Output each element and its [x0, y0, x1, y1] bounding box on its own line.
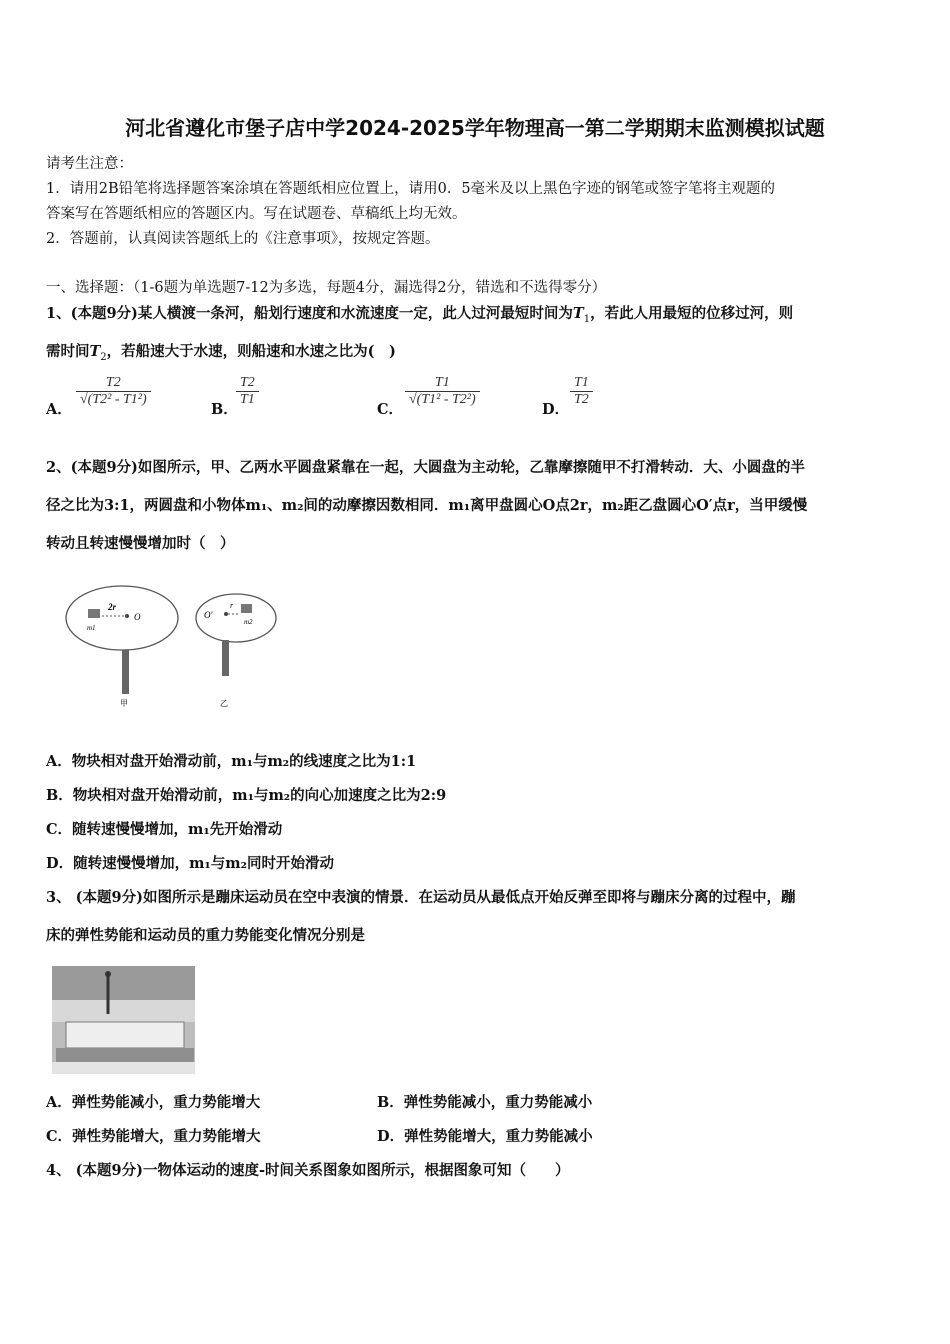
page-title: 河北省遵化市堡子店中学2024-2025学年物理高一第二学期期末监测模拟试题 — [125, 116, 825, 140]
label-o: O — [134, 612, 141, 622]
block-m2 — [241, 604, 252, 613]
q1-option-b-num: T2 — [240, 375, 255, 390]
q3-option-d: D．弹性势能增大，重力势能减小 — [377, 1128, 593, 1145]
q3-line2: 床的弹性势能和运动员的重力势能变化情况分别是 — [46, 927, 365, 944]
q1-line2-text-a: 需时间 — [46, 343, 90, 360]
center-o-prime-dot — [224, 612, 228, 616]
q1-option-d-den: T2 — [570, 391, 593, 408]
q1-line2-sub: 2 — [100, 351, 107, 363]
q1-option-c-frac — [405, 375, 480, 408]
photo-trampoline-bed — [66, 1022, 184, 1048]
photo-frame — [56, 1048, 194, 1062]
q1-option-b-label: B． — [211, 401, 238, 418]
q1-line1-text-b: ，若此人用最短的位移过河，则 — [590, 305, 794, 322]
q1-option-c-num: T1 — [434, 375, 450, 390]
q2-discs-figure — [60, 582, 290, 712]
q1-line1-sub: 1 — [583, 313, 591, 325]
label-jia: 甲 — [120, 699, 128, 708]
q1-option-a-fraction — [76, 375, 151, 408]
q4-line1: 4、 (本题9分)一物体运动的速度-时间关系图象如图所示，根据图象可知（ ） — [46, 1162, 570, 1179]
shaft-yi — [222, 640, 229, 676]
q2-option-d: D．随转速慢慢增加，m₁与m₂同时开始滑动 — [46, 855, 334, 872]
q1-option-d-fraction — [570, 375, 593, 408]
disc-jia-outline — [66, 586, 178, 650]
q1-option-a-num: T2 — [105, 375, 121, 390]
q2-option-b: B．物块相对盘开始滑动前，m₁与m₂的向心加速度之比为2:9 — [46, 787, 447, 804]
q1-option-d-num: T1 — [574, 375, 589, 390]
center-o-dot — [125, 614, 129, 618]
q1-option-d-label: D． — [542, 401, 570, 418]
q2-option-a: A．物块相对盘开始滑动前，m₁与m₂的线速度之比为1:1 — [46, 753, 417, 770]
label-yi: 乙 — [220, 699, 228, 708]
q1-option-b-den: T1 — [236, 391, 259, 408]
q3-option-c: C．弹性势能增大，重力势能增大 — [46, 1128, 261, 1145]
q3-option-b: B．弹性势能减小，重力势能减小 — [377, 1094, 593, 1111]
shaft-jia — [122, 650, 129, 694]
notice-item1-line1: 1．请用2B铅笔将选择题答案涂填在答题纸相应位置上，请用0．5毫米及以上黑色字迹的钢笔或签字笔将主观题的 — [46, 181, 776, 197]
q3-line1: 3、 (本题9分)如图所示是蹦床运动员在空中表演的情景．在运动员从最低点开始反弹至即将与蹦床分离的过程中，蹦 — [46, 889, 796, 906]
notice-item1-line2: 答案写在答题纸相应的答题区内。写在试题卷、草稿纸上均无效。 — [46, 206, 467, 222]
q1-option-a-frac — [76, 375, 151, 408]
q3-trampoline-photo — [52, 966, 195, 1074]
label-o-prime: O′ — [204, 610, 213, 620]
q1-line1-var: T — [572, 305, 584, 322]
q1-option-c-label: C． — [377, 401, 404, 418]
q1-option-b-frac — [236, 375, 259, 408]
label-2r: 2r — [108, 602, 117, 612]
photo-floor — [52, 1000, 195, 1022]
q1-line2 — [46, 340, 396, 363]
q1-option-a-label: A． — [46, 401, 72, 418]
q2-option-c: C．随转速慢慢增加，m₁先开始滑动 — [46, 821, 283, 838]
notice-heading: 请考生注意： — [46, 156, 133, 172]
label-m1: m1 — [87, 624, 96, 632]
q1-line1-text-a: 1、(本题9分)某人横渡一条河，船划行速度和水流速度一定，此人过河最短时间为 — [46, 305, 573, 322]
q1-line2-var: T — [89, 343, 101, 360]
notice-item2: 2．答题前，认真阅读答题纸上的《注意事项》，按规定答题。 — [46, 231, 440, 247]
block-m1 — [88, 609, 100, 618]
label-m2: m2 — [244, 618, 253, 626]
q1-option-b-fraction — [236, 375, 259, 408]
section1-heading: 一、选择题：（1-6题为单选题7-12为多选，每题4分，漏选得2分，错选和不选得零分） — [46, 280, 607, 296]
label-r: r — [230, 601, 234, 610]
q1-option-c-den: √(T1² - T2²) — [405, 391, 480, 408]
q2-line1: 2、(本题9分)如图所示，甲、乙两水平圆盘紧靠在一起，大圆盘为主动轮，乙靠摩擦随甲不打滑转动．大、小圆盘的半 — [46, 459, 805, 476]
q2-line3: 转动且转速慢慢增加时（ ） — [46, 535, 235, 552]
q3-option-a: A．弹性势能减小，重力势能增大 — [46, 1094, 261, 1111]
photo-stands — [52, 966, 195, 1000]
photo-athlete-head — [105, 971, 111, 977]
q1-option-d-frac — [570, 375, 593, 408]
q1-option-c-fraction — [405, 375, 480, 408]
q1-option-a-den: √(T2² - T1²) — [76, 391, 151, 408]
photo-mat — [52, 1062, 195, 1074]
q2-line2: 径之比为3:1，两圆盘和小物体m₁、m₂间的动摩擦因数相同．m₁离甲盘圆心O点2r，m₂距乙盘圆心O′点r，当甲缓慢 — [46, 497, 808, 514]
q1-line2-text-b: ，若船速大于水速，则船速和水速之比为( ) — [106, 343, 396, 360]
q1-line1 — [46, 302, 793, 325]
